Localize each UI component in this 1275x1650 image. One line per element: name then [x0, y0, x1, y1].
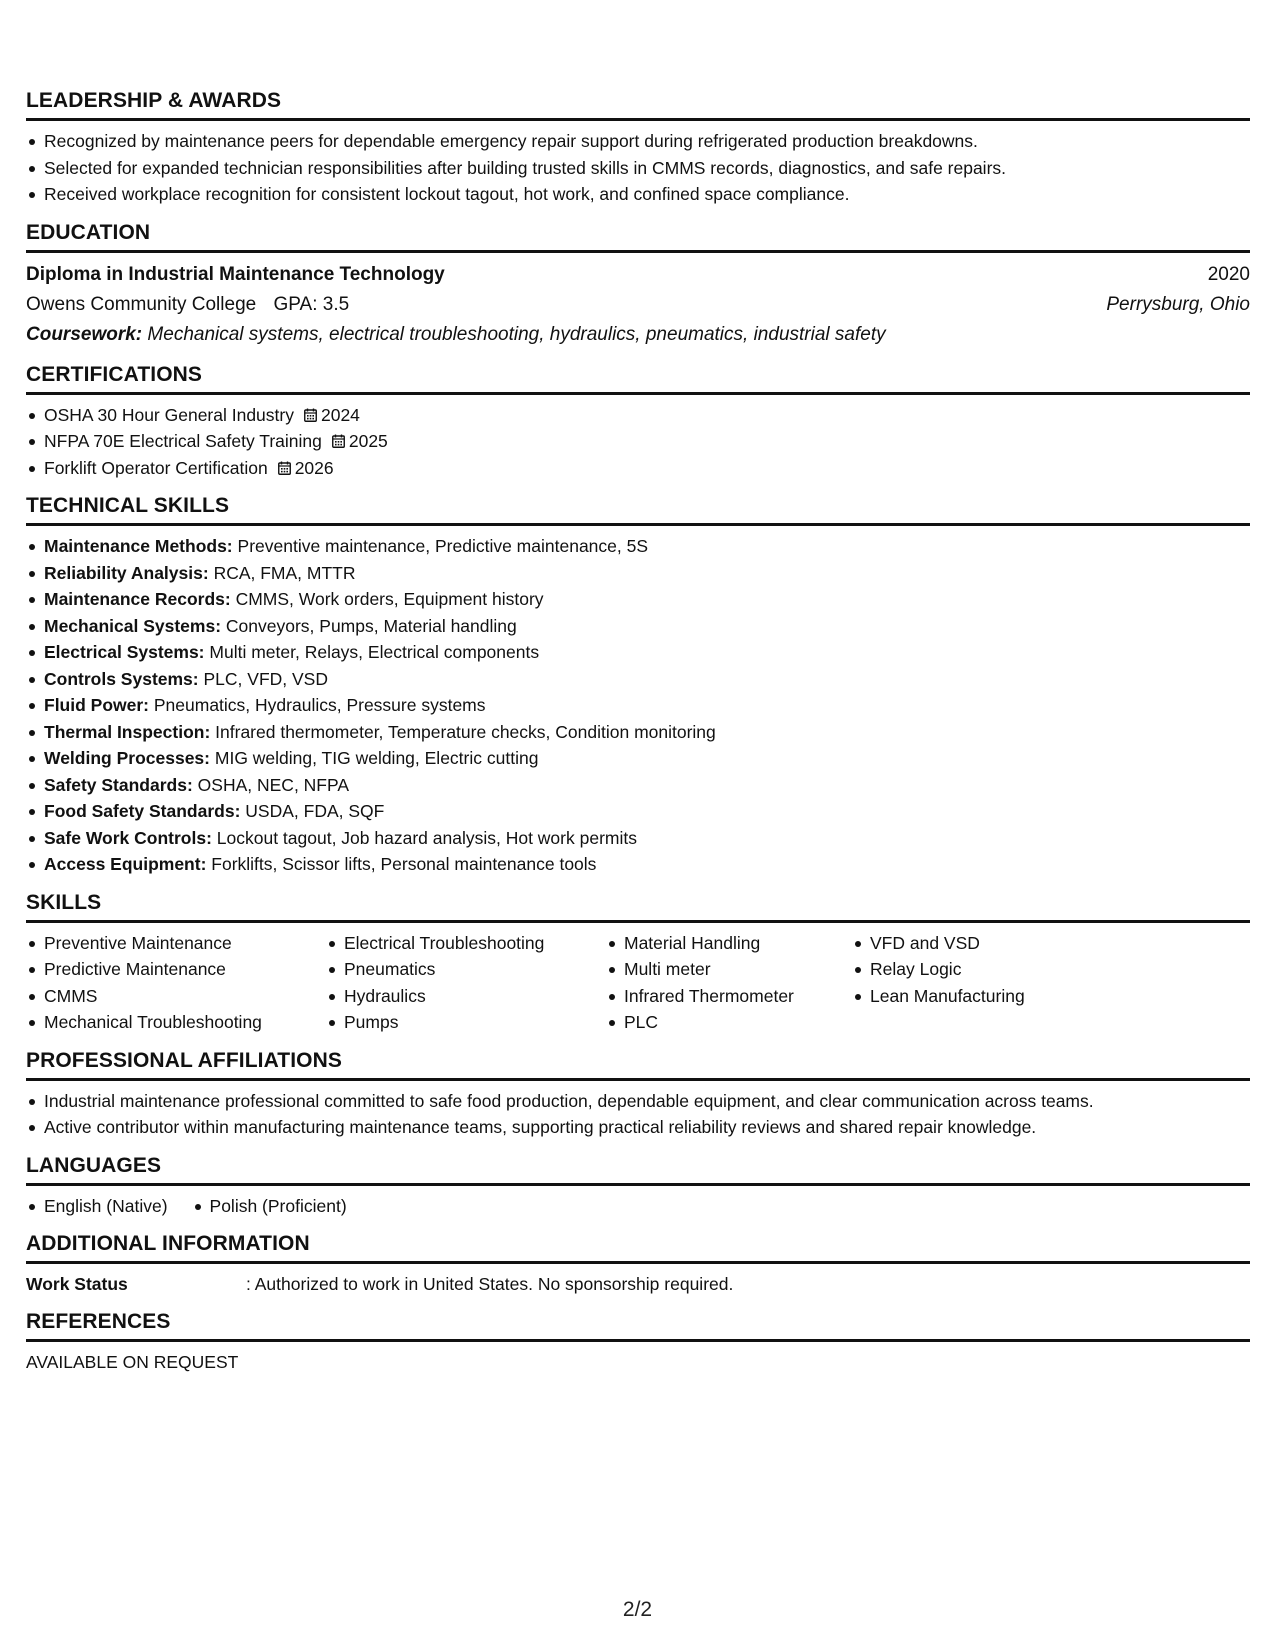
list-item	[44, 772, 1250, 799]
skill-label: Reliability Analysis:	[44, 562, 209, 583]
list-item: Active contributor within manufacturing maintenance teams, supporting practical reliability reviews and shared repair knowledge.	[44, 1114, 1250, 1141]
school-name: Owens Community College	[26, 293, 257, 315]
calendar-icon	[304, 408, 317, 422]
list-item: Mechanical Troubleshooting	[44, 1009, 326, 1036]
section-title: CERTIFICATIONS	[26, 362, 1250, 395]
skill-label: Safe Work Controls:	[44, 827, 212, 848]
list-item: Lean Manufacturing	[870, 983, 1110, 1010]
work-status-label: Work Status	[26, 1274, 128, 1294]
list-item	[44, 560, 1250, 587]
cert-year: 2024	[320, 404, 360, 425]
list-item	[44, 825, 1250, 852]
languages-section	[26, 1153, 1250, 1220]
skills-section	[26, 890, 1250, 1036]
technical-skills-section	[26, 493, 1250, 878]
section-title: LEADERSHIP & AWARDS	[26, 88, 1250, 121]
skill-value: PLC, VFD, VSD	[203, 668, 328, 689]
affiliations-section	[26, 1048, 1250, 1141]
list-item: Relay Logic	[870, 956, 1110, 983]
skill-label: Safety Standards:	[44, 774, 193, 795]
education-section	[26, 220, 1250, 350]
skill-value: MIG welding, TIG welding, Electric cutting	[214, 748, 539, 768]
list-item: English (Native)	[44, 1193, 168, 1220]
education-degree-row	[26, 260, 1250, 290]
list-item: PLC	[624, 1009, 852, 1036]
list-item	[44, 666, 1250, 693]
leadership-section	[26, 88, 1250, 208]
coursework	[26, 320, 1250, 350]
skill-value: Conveyors, Pumps, Material handling	[225, 615, 517, 636]
section-title: ADDITIONAL INFORMATION	[26, 1231, 1250, 1264]
section-title: TECHNICAL SKILLS	[26, 493, 1250, 526]
list-item	[44, 798, 1250, 825]
skill-value: Forklifts, Scissor lifts, Personal maintenance tools	[211, 854, 597, 874]
calendar-icon	[332, 434, 345, 448]
skill-value: Lockout tagout, Job hazard analysis, Hot work permits	[216, 827, 637, 848]
skills-columns	[26, 930, 1250, 1036]
skill-label: Maintenance Methods:	[44, 536, 233, 556]
list-item: Predictive Maintenance	[44, 956, 326, 983]
skills-column	[606, 930, 852, 1036]
technical-skills-list	[26, 533, 1250, 878]
list-item	[44, 639, 1250, 666]
list-item: Recognized by maintenance peers for dependable emergency repair support during refrigerated production breakdowns.	[44, 128, 1250, 155]
calendar-icon	[278, 461, 291, 475]
references-section	[26, 1309, 1250, 1375]
skill-label: Fluid Power:	[44, 695, 149, 715]
section-title: PROFESSIONAL AFFILIATIONS	[26, 1048, 1250, 1081]
list-item	[44, 851, 1250, 878]
skill-value: Infrared thermometer, Temperature checks, Condition monitoring	[215, 721, 716, 742]
list-item: Pumps	[344, 1009, 606, 1036]
skill-value: Preventive maintenance, Predictive maintenance, 5S	[237, 536, 649, 556]
skill-label: Access Equipment:	[44, 854, 207, 874]
section-title: SKILLS	[26, 890, 1250, 923]
skills-column	[852, 930, 1110, 1036]
certifications-list	[26, 402, 1250, 482]
skill-value: OSHA, NEC, NFPA	[197, 774, 350, 795]
section-title: EDUCATION	[26, 220, 1250, 253]
graduation-year: 2020	[1207, 263, 1250, 285]
section-title: REFERENCES	[26, 1309, 1250, 1342]
section-title: LANGUAGES	[26, 1153, 1250, 1186]
list-item: Industrial maintenance professional committed to safe food production, dependable equipment, and clear communication across teams.	[44, 1088, 1250, 1115]
skill-label: Electrical Systems:	[44, 642, 205, 662]
cert-name: NFPA 70E Electrical Safety Training	[44, 431, 322, 451]
education-school-row	[26, 290, 1250, 320]
skill-value: Pneumatics, Hydraulics, Pressure systems	[153, 695, 486, 715]
skill-value: USDA, FDA, SQF	[245, 801, 385, 821]
list-item: VFD and VSD	[870, 930, 1110, 957]
list-item: Preventive Maintenance	[44, 930, 326, 957]
skill-label: Controls Systems:	[44, 668, 199, 689]
list-item	[44, 613, 1250, 640]
work-status-row	[26, 1271, 1250, 1297]
cert-name: OSHA 30 Hour General Industry	[44, 404, 294, 425]
list-item: Material Handling	[624, 930, 852, 957]
list-item	[44, 402, 1250, 429]
cert-name: Forklift Operator Certification	[44, 457, 268, 478]
list-item: CMMS	[44, 983, 326, 1010]
list-item	[44, 719, 1250, 746]
skills-column	[326, 930, 606, 1036]
leadership-list	[26, 128, 1250, 208]
skill-label: Thermal Inspection:	[44, 721, 211, 742]
skill-label: Mechanical Systems:	[44, 615, 222, 636]
skills-column	[26, 930, 326, 1036]
list-item	[44, 692, 1250, 719]
list-item: Polish (Proficient)	[210, 1193, 347, 1220]
skill-value: CMMS, Work orders, Equipment history	[235, 589, 544, 609]
degree-name: Diploma in Industrial Maintenance Technology	[26, 263, 445, 285]
certifications-section	[26, 362, 1250, 482]
skill-label: Welding Processes:	[44, 748, 210, 768]
list-item	[44, 533, 1250, 560]
list-item	[44, 745, 1250, 772]
list-item: Hydraulics	[344, 983, 606, 1010]
gpa: GPA: 3.5	[273, 293, 350, 315]
skill-value: RCA, FMA, MTTR	[213, 562, 356, 583]
list-item: Selected for expanded technician responsibilities after building trusted skills in CMMS records, diagnostics, and safe repairs.	[44, 155, 1250, 182]
list-item	[44, 428, 1250, 455]
page-number: 2/2	[622, 1598, 653, 1621]
coursework-label: Coursework:	[26, 323, 143, 345]
resume-page	[26, 88, 1250, 1387]
list-item: Received workplace recognition for consistent lockout tagout, hot work, and confined space compliance.	[44, 181, 1250, 208]
work-status-value: : Authorized to work in United States. No sponsorship required.	[246, 1274, 734, 1294]
list-item: Electrical Troubleshooting	[344, 930, 606, 957]
list-item: Infrared Thermometer	[624, 983, 852, 1010]
languages-list	[26, 1193, 1250, 1220]
skill-label: Food Safety Standards:	[44, 801, 241, 821]
list-item	[44, 455, 1250, 482]
skill-label: Maintenance Records:	[44, 589, 231, 609]
list-item	[44, 586, 1250, 613]
skill-value: Multi meter, Relays, Electrical components	[209, 642, 540, 662]
list-item: Multi meter	[624, 956, 852, 983]
cert-year: 2026	[294, 457, 334, 478]
additional-info-section	[26, 1231, 1250, 1297]
affiliations-list	[26, 1088, 1250, 1141]
references-text: AVAILABLE ON REQUEST	[26, 1352, 239, 1372]
school-location: Perrysburg, Ohio	[1106, 293, 1250, 315]
list-item: Pneumatics	[344, 956, 606, 983]
coursework-text: Mechanical systems, electrical troubleshooting, hydraulics, pneumatics, industrial safety	[147, 323, 886, 345]
cert-year: 2025	[348, 431, 388, 451]
